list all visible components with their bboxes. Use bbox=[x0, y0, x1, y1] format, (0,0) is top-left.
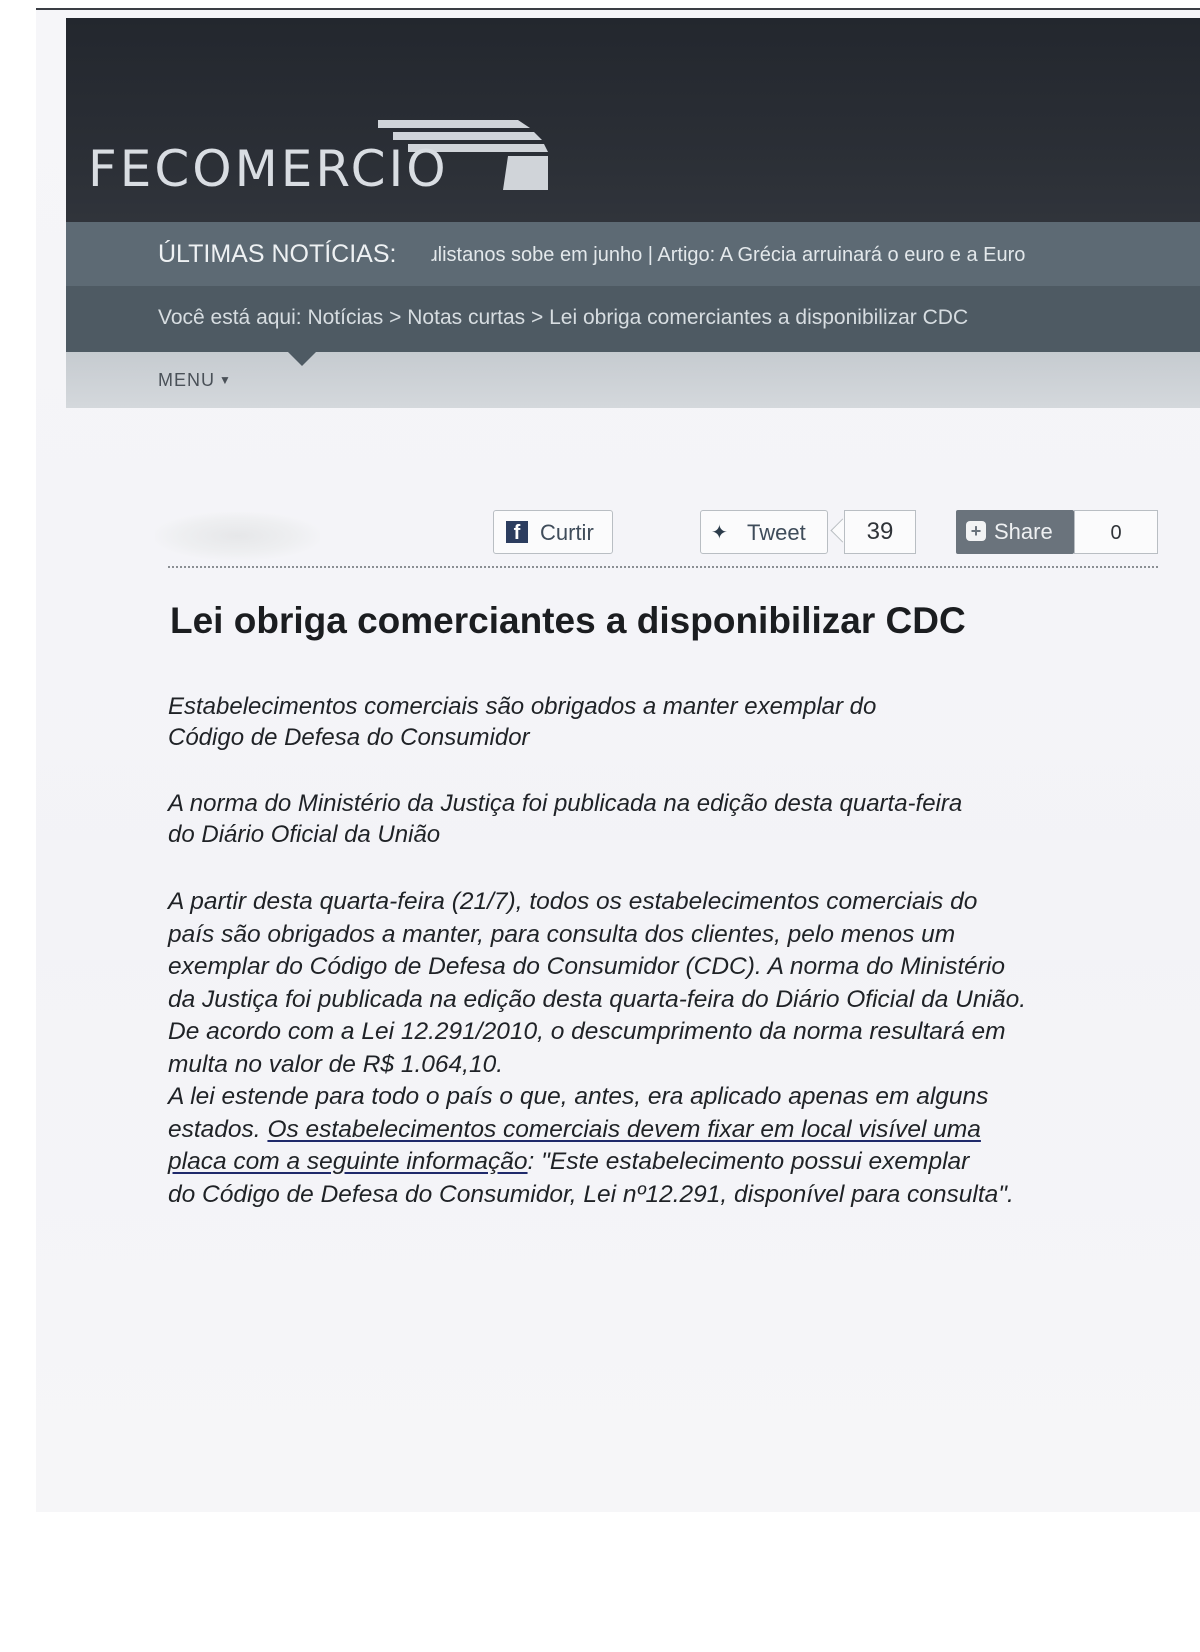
body-line: país são obrigados a manter, para consulta dos clientes, pelo menos um bbox=[168, 920, 956, 948]
body-line bbox=[168, 1146, 1148, 1179]
news-ticker[interactable]: ɹlistanos sobe em junho | Artigo: A Grécia arruinará o euro e a Euro bbox=[431, 244, 1026, 266]
body-line bbox=[168, 1114, 1148, 1147]
sublead-line: do Diário Oficial da União bbox=[168, 821, 441, 848]
tweet-count: 39 bbox=[844, 510, 916, 554]
share-button[interactable] bbox=[956, 510, 1074, 554]
breadcrumb-prefix: Você está aqui: bbox=[158, 306, 302, 329]
body-line: da Justiça foi publicada na edição desta quarta-feira do Diário Oficial da União. bbox=[168, 985, 1027, 1013]
breadcrumb-separator: > bbox=[389, 306, 402, 329]
sublead-line: A norma do Ministério da Justiça foi publicada na edição desta quarta-feira bbox=[168, 790, 963, 817]
tweet-button[interactable] bbox=[700, 510, 828, 554]
facebook-like-button[interactable] bbox=[493, 510, 613, 554]
breadcrumb-item-notas-curtas[interactable]: Notas curtas bbox=[407, 306, 526, 329]
body-line: exemplar do Código de Defesa do Consumidor (CDC). A norma do Ministério bbox=[168, 953, 1005, 980]
article-lead bbox=[168, 691, 1128, 753]
body-text: estados. bbox=[168, 1115, 268, 1143]
menu-button[interactable] bbox=[158, 370, 232, 391]
lead-line: Código de Defesa do Consumidor bbox=[168, 724, 530, 751]
body-line: A lei estende para todo o país o que, antes, era aplicado apenas em alguns bbox=[168, 1083, 989, 1110]
menu-label: MENU bbox=[158, 370, 215, 390]
pen-underlined-text: Os estabelecimentos comerciais devem fixar em local visível uma bbox=[267, 1115, 981, 1143]
body-line: multa no valor de R$ 1.064,10. bbox=[168, 1050, 504, 1078]
twitter-bird-icon: ✦ bbox=[711, 522, 728, 544]
breadcrumb-item-noticias[interactable]: Notícias bbox=[307, 306, 384, 329]
article-title: Lei obriga comerciantes a disponibilizar CDC bbox=[170, 600, 966, 641]
plus-icon: + bbox=[966, 521, 986, 541]
article-sublead bbox=[168, 788, 1128, 850]
pen-underlined-text: placa com a seguinte informação bbox=[168, 1148, 528, 1175]
lead-line: Estabelecimentos comerciais são obrigados a manter exemplar do bbox=[168, 693, 877, 720]
facebook-icon: f bbox=[506, 521, 528, 543]
latest-news-label: ÚLTIMAS NOTÍCIAS: bbox=[158, 240, 397, 268]
tweet-label: Tweet bbox=[747, 520, 806, 545]
caret-down-icon: ▼ bbox=[219, 373, 232, 387]
breadcrumb bbox=[66, 286, 1200, 352]
fecomercio-logo[interactable] bbox=[88, 110, 508, 200]
share-count: 0 bbox=[1074, 510, 1158, 554]
body-line: do Código de Defesa do Consumidor, Lei nº12.291, disponível para consulta". bbox=[168, 1180, 1014, 1208]
body-text: : "Este estabelecimento possui exemplar bbox=[527, 1148, 970, 1175]
breadcrumb-item-current: Lei obriga comerciantes a disponibilizar CDC bbox=[549, 306, 969, 329]
like-label: Curtir bbox=[540, 520, 594, 545]
latest-news-bar bbox=[66, 222, 1200, 286]
scan-smudge bbox=[155, 512, 320, 560]
logo-text: FECOMERCIO bbox=[88, 140, 449, 198]
body-line: De acordo com a Lei 12.291/2010, o descumprimento da norma resultará em bbox=[168, 1018, 1006, 1045]
dotted-divider bbox=[168, 566, 1158, 568]
menu-bar bbox=[66, 352, 1200, 408]
menu-notch bbox=[288, 352, 316, 366]
breadcrumb-separator: > bbox=[531, 306, 544, 329]
article-body bbox=[168, 886, 1148, 1211]
body-line: A partir desta quarta-feira (21/7), todos os estabelecimentos comerciais do bbox=[168, 888, 978, 915]
share-label: Share bbox=[994, 519, 1053, 544]
